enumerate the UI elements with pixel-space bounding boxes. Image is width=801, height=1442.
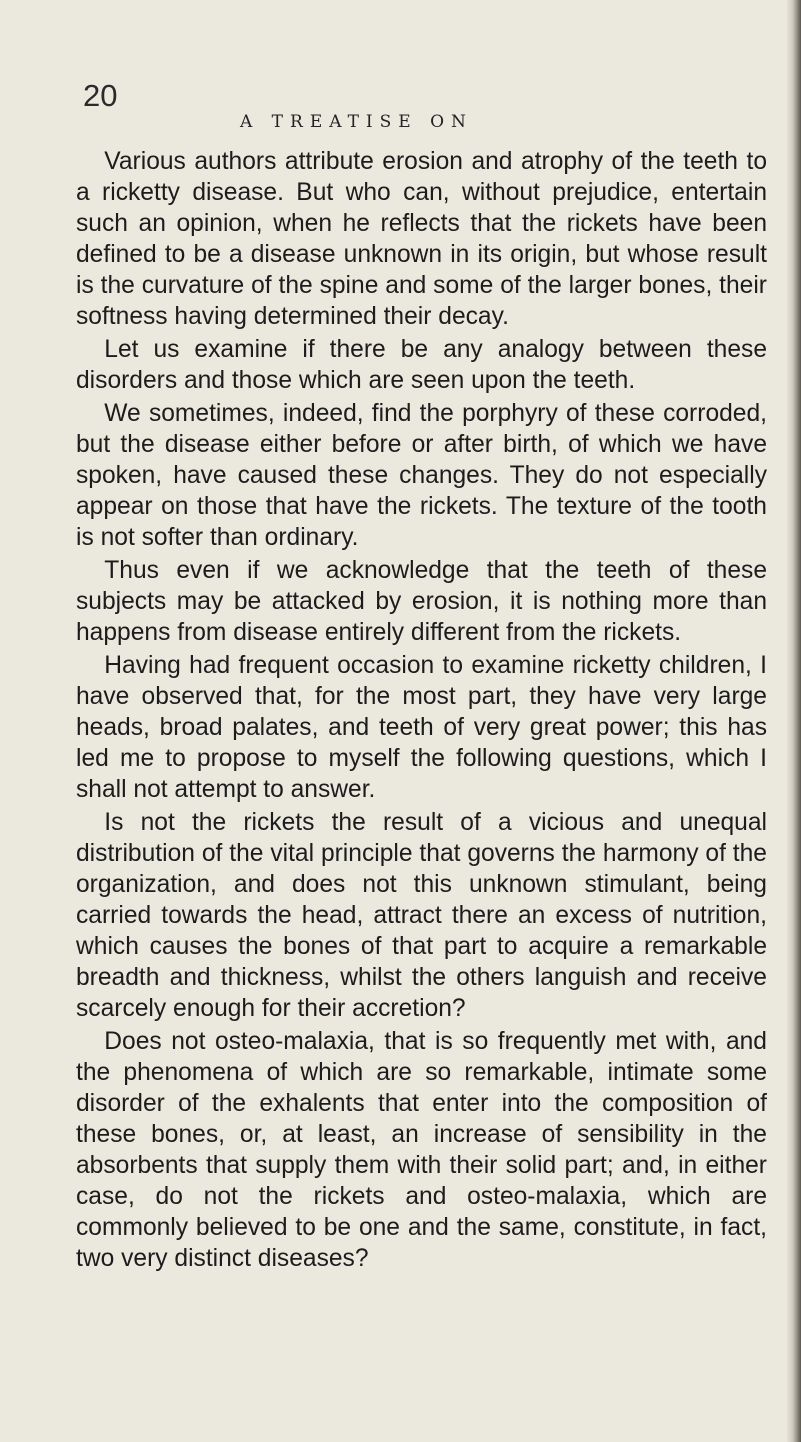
page-edge-shadow [787, 0, 801, 1442]
paragraph: Does not osteo-malaxia, that is so frequently met with, and the phenomena of which are so remarkable, intimate some disorder of the exhalents that enter into the composition of these bones, or, at least, an increase of sensibility in the absorbents that supply them with their solid part; and, in either case, do not the rickets and osteo-malaxia, which are commonly believed to be one and the same, constitute, in fact, two very distinct diseases? [76, 1028, 767, 1272]
running-head: A TREATISE ON [240, 112, 473, 132]
body-text [76, 146, 767, 1274]
paragraph: Let us examine if there be any analogy between these disorders and those which are seen upon the teeth. [76, 336, 767, 394]
page-number: 20 [83, 78, 118, 113]
paragraph: Various authors attribute erosion and atrophy of the teeth to a ricketty disease. But who can, without prejudice, entertain such an opinion, when he reflects that the rickets have been defined to be a disease unknown in its origin, but whose result is the curvature of the spine and some of the larger bones, their softness having determined their decay. [76, 148, 767, 330]
paragraph: Is not the rickets the result of a vicious and unequal distribution of the vital principle that governs the harmony of the organization, and does not this unknown stimulant, being carried towards the head, attract there an excess of nutrition, which causes the bones of that part to acquire a remarkable breadth and thickness, whilst the others languish and receive scarcely enough for their accretion? [76, 809, 767, 1022]
paragraph: We sometimes, indeed, find the porphyry of these corroded, but the disease either before or after birth, of which we have spoken, have caused these changes. They do not especially appear on those that have the rickets. The texture of the tooth is not softer than ordinary. [76, 400, 767, 551]
paragraph: Having had frequent occasion to examine ricketty children, I have observed that, for the most part, they have very large heads, broad palates, and teeth of very great power; this has led me to propose to myself the following questions, which I shall not attempt to answer. [76, 652, 767, 803]
paragraph: Thus even if we acknowledge that the teeth of these subjects may be attacked by erosion, it is nothing more than happens from disease entirely different from the rickets. [76, 557, 767, 646]
